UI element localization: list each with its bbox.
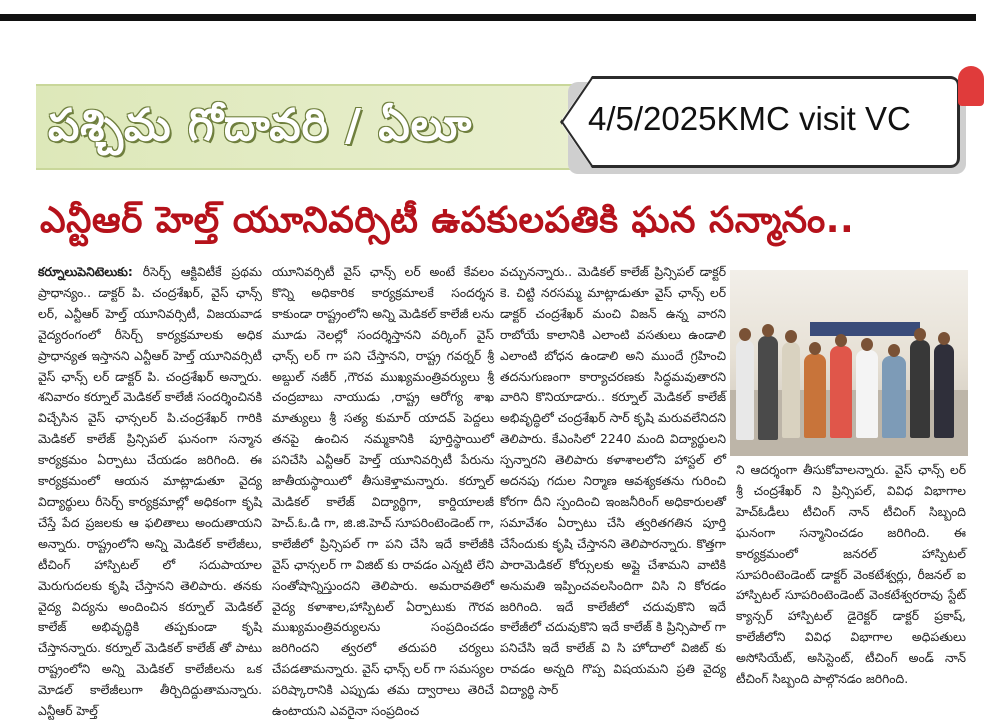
photo-person xyxy=(758,336,778,440)
photo-person xyxy=(882,356,906,438)
article-column-3 xyxy=(500,262,726,698)
photo-person xyxy=(934,344,954,438)
column-4-text: ని ఆదర్శంగా తీసుకోవాలన్నారు. వైస్ ఛాన్స్ లర్ శ్రీ చంద్రశేఖర్ ని ప్రిన్సిపల్, వివిధ విభాగాల హెచ్ఓడీలు టీచింగ్ నాన్ టీచింగ్ సిబ్బంది ఘనంగా సన్మానించడం జరిగింది. ఈ కార్యక్రమంలో జనరల్ హాస్పిటల్ సూపరింటెండెంట్ డాక్టర్ వెంకటేశ్వర్లు, రీజనల్ ఐ హాస్పిటల్ సూపరింటెండెంట్ వెంకటేశ్వరరావు స్టేట్ క్యాన్సర్ హాస్పిటల్ డైరెక్టర్ డాక్టర్ ప్రకాష్, కాలేజీలోని వివిధ విభాగాల అధిపతులు అసోసియేట్, అసిస్టెంట్, టీచింగ్ అండ్ నాన్ టీచింగ్ సిబ్బంది పాల్గొనడం జరిగింది. xyxy=(736,463,966,687)
photo-head xyxy=(938,332,950,345)
photo-backdrop-banner xyxy=(810,322,920,336)
photo-head xyxy=(861,338,873,351)
article-column-2 xyxy=(272,262,494,719)
column-3-text: వచ్చునన్నారు.. మెడికల్ కాలేజ్ ప్రిన్సిపల్ డాక్టర్ కె. చిట్టి నరసమ్మ మాట్లాడుతూ వైస్ ఛాన్స్ లర్ డాక్టర్ చంద్రశేఖర్ మంచి విజన్ ఉన్న వారని రాబోయే కాలానికి ఎలాంటి వసతులు ఉండాలి ఎలాంటి బోధన ఉండాలి అని ముందే గ్రహించి తదనుగుణంగా కార్యాచరణకు సిద్ధమవుతారని వారిని కొనియాడారు.. కర్నూల్ మెడికల్ కాలేజ్ అభివృద్ధిలో చంద్రశేఖర్ సార్ కృషి మరువలేనిదని తెలిపారు. కేఎంసిలో 2240 మంది విద్యార్థులని స్పన్నారని తెలిపారు కళాశాలలోని హాస్టల్ లో అదనపు గదుల నిర్మాణ ఆవశ్యకతను గురించి కోరగా దీని స్పందించి ఇంజనీరింగ్ అధికారులతో సమావేశం ఏర్పాటు చేసి త్వరితగతిన పూర్తి చేసేందుకు కృషి చేస్తానని తెలిపారన్నారు. కొత్తగా పారామెడికల్ కోర్సులకు అప్లై చేశామని వాటికి అనుమతి ఇప్పించవలసిందిగా విసి ని కోరడం జరిగింది. ఇదే కాలేజీలో చదువుకొని ఇదే కాలేజీలో చదువుకొని ఇదే కాలేజ్ కి ప్రిన్సిపాల్ గా పనిచేసి ఇదే కాలేజ్ వి సి హోదాలో విజిట్ కు రావడం అన్నది గొప్ప విషయమని ప్రతి వైద్య విద్యార్థి సార్ xyxy=(500,265,726,698)
article-column-4 xyxy=(736,460,966,687)
section-title: పశ్చిమ గోదావరి / ఏలూ xyxy=(48,100,473,151)
column-1-text: రీసెర్చ్ ఆక్టివిటీకే ప్రథమ ప్రాధాన్యం.. డాక్టర్ పి. చంద్రశేఖర్, వైస్ ఛాన్స్ లర్, ఎన్టీఆర్ హెల్త్ యూనివర్సిటీ, విజయవాడ వైద్యరంగంలో రీసెర్చ్ కార్యక్రమాలకు అధిక ప్రాధాన్యత ఇస్తానని ఎన్టీఆర్ హెల్త్ యూనివర్సిటీ వైస్ ఛాన్స్ లర్ డాక్టర్ పి. చంద్రశేఖర్ అన్నారు. శనివారం కర్నూల్ మెడికల్ కాలేజీ సందర్శించినకి విచ్చేసిన వైస్ ఛాన్సలర్ పి.చంద్రశేఖర్ గారికి మెడికల్ కాలేజ్ ప్రిన్సిపల్ ఘనంగా సన్మాన కార్యక్రమం ఏర్పాటు చేయడం జరిగింది. ఈ కార్యక్రమంలో ఆయన మాట్లాడుతూ వైద్య విద్యార్థులు రీసెర్చ్ కార్యక్రమాల్లో అధికంగా కృషి చేస్తే పేద ప్రజలకు ఆ ఫలితాలు అందుతాయని అన్నారు. రాష్ట్రంలోని అన్ని మెడికల్ కాలేజీలు, టీచింగ్ హాస్పిటల్ లో సదుపాయాల మెరుగుదలకు కృషి చేస్తానని తెలిపారు. తనకు వైద్య విద్యను అందించిన కర్నూల్ మెడికల్ కాలేజ్ అభివృద్ధికి తప్పకుండా కృషి చేస్తానన్నారు. కర్నూల్ మెడికల్ కాలేజ్ తో పాటు రాష్ట్రంలోని అన్ని మెడికల్ కాలేజీలను ఒక మోడల్ కాలేజీలుగా తీర్చిదిద్దుతామన్నారు. ఎన్టీఆర్ హెల్త్ xyxy=(38,265,262,719)
photo-person xyxy=(910,340,930,438)
photo-head xyxy=(914,328,926,341)
dateline: కర్నూలుపెనిటెలుకు: xyxy=(38,265,133,279)
headline: ఎన్టీఆర్ హెల్త్ యూనివర్సిటీ ఉపకులపతికి ఘన సన్మానం.. xyxy=(40,200,855,241)
photo-head xyxy=(785,330,797,343)
photo-person xyxy=(804,354,826,438)
callout-text: 4/5/2025KMC visit VC xyxy=(588,100,911,137)
photo-person xyxy=(736,340,754,440)
top-rule xyxy=(0,14,976,21)
photo-person xyxy=(856,350,878,438)
article-column-1 xyxy=(38,262,262,719)
photo-head xyxy=(888,344,900,357)
pin-icon xyxy=(958,66,984,106)
photo-head xyxy=(739,328,751,341)
photo-head xyxy=(762,324,774,337)
photo-head xyxy=(835,334,847,347)
photo-person xyxy=(782,342,800,438)
photo-person xyxy=(830,346,852,438)
news-photo xyxy=(730,270,968,456)
column-2-text: యూనివర్సిటీ వైస్ ఛాన్స్ లర్ అంటే కేవలం కొన్ని అధికారిక కార్యక్రమాలకే సందర్శన కాకుండా రాష్ట్రంలోని అన్ని మెడికల్ కాలేజీ లను మూడు నెలల్లో సందర్శిస్తానని వర్కింగ్ వైస్ ఛాన్స్ లర్ గా పని చేస్తానని, రాష్ట్ర గవర్నర్ శ్రీ అబ్దుల్ నజీర్ ,గౌరవ ముఖ్యమంత్రివర్యులు శ్రీ చంద్రబాబు నాయుడు ,రాష్ట్ర ఆరోగ్య శాఖ మాత్యులు శ్రీ సత్య కుమార్ యాదవ్ పెద్దలు తనపై ఉంచిన నమ్మకానికి పూర్తిస్థాయిలో పనిచేసి ఎన్టీఆర్ హెల్త్ యూనివర్సిటీ పేరును జాతీయస్థాయిలో తీసుకెళ్తామన్నారు. కర్నూల్ మెడికల్ కాలేజ్ విద్యార్థిగా, కార్డియాలజీ హెచ్.ఓ.డి గా, జి.జి.హెచ్ సూపరింటెండెంట్ గా, కాలేజీలో ప్రిన్సిపల్ గా పని చేసి ఇదే కాలేజీకి వైస్ ఛాన్సలర్ గా విజిట్ కు రావడం ఎన్నటి లేని సంతోషాన్నిస్తుందని తెలిపారు. అమరావతిలో వైద్య కళాశాల,హాస్పిటల్ ఏర్పాటుకు గౌరవ ముఖ్యమంత్రివర్యులను సంప్రదించడం జరిగిందని త్వరలో తదుపరి చర్యలు చేపడతామన్నారు. వైస్ ఛాన్స్ లర్ గా సమస్యల పరిష్కారానికి ఎప్పుడు తమ ద్వారాలు తెరిచే ఉంటాయని ఎవరైనా సంప్రదించ xyxy=(272,265,494,719)
photo-head xyxy=(809,342,821,355)
